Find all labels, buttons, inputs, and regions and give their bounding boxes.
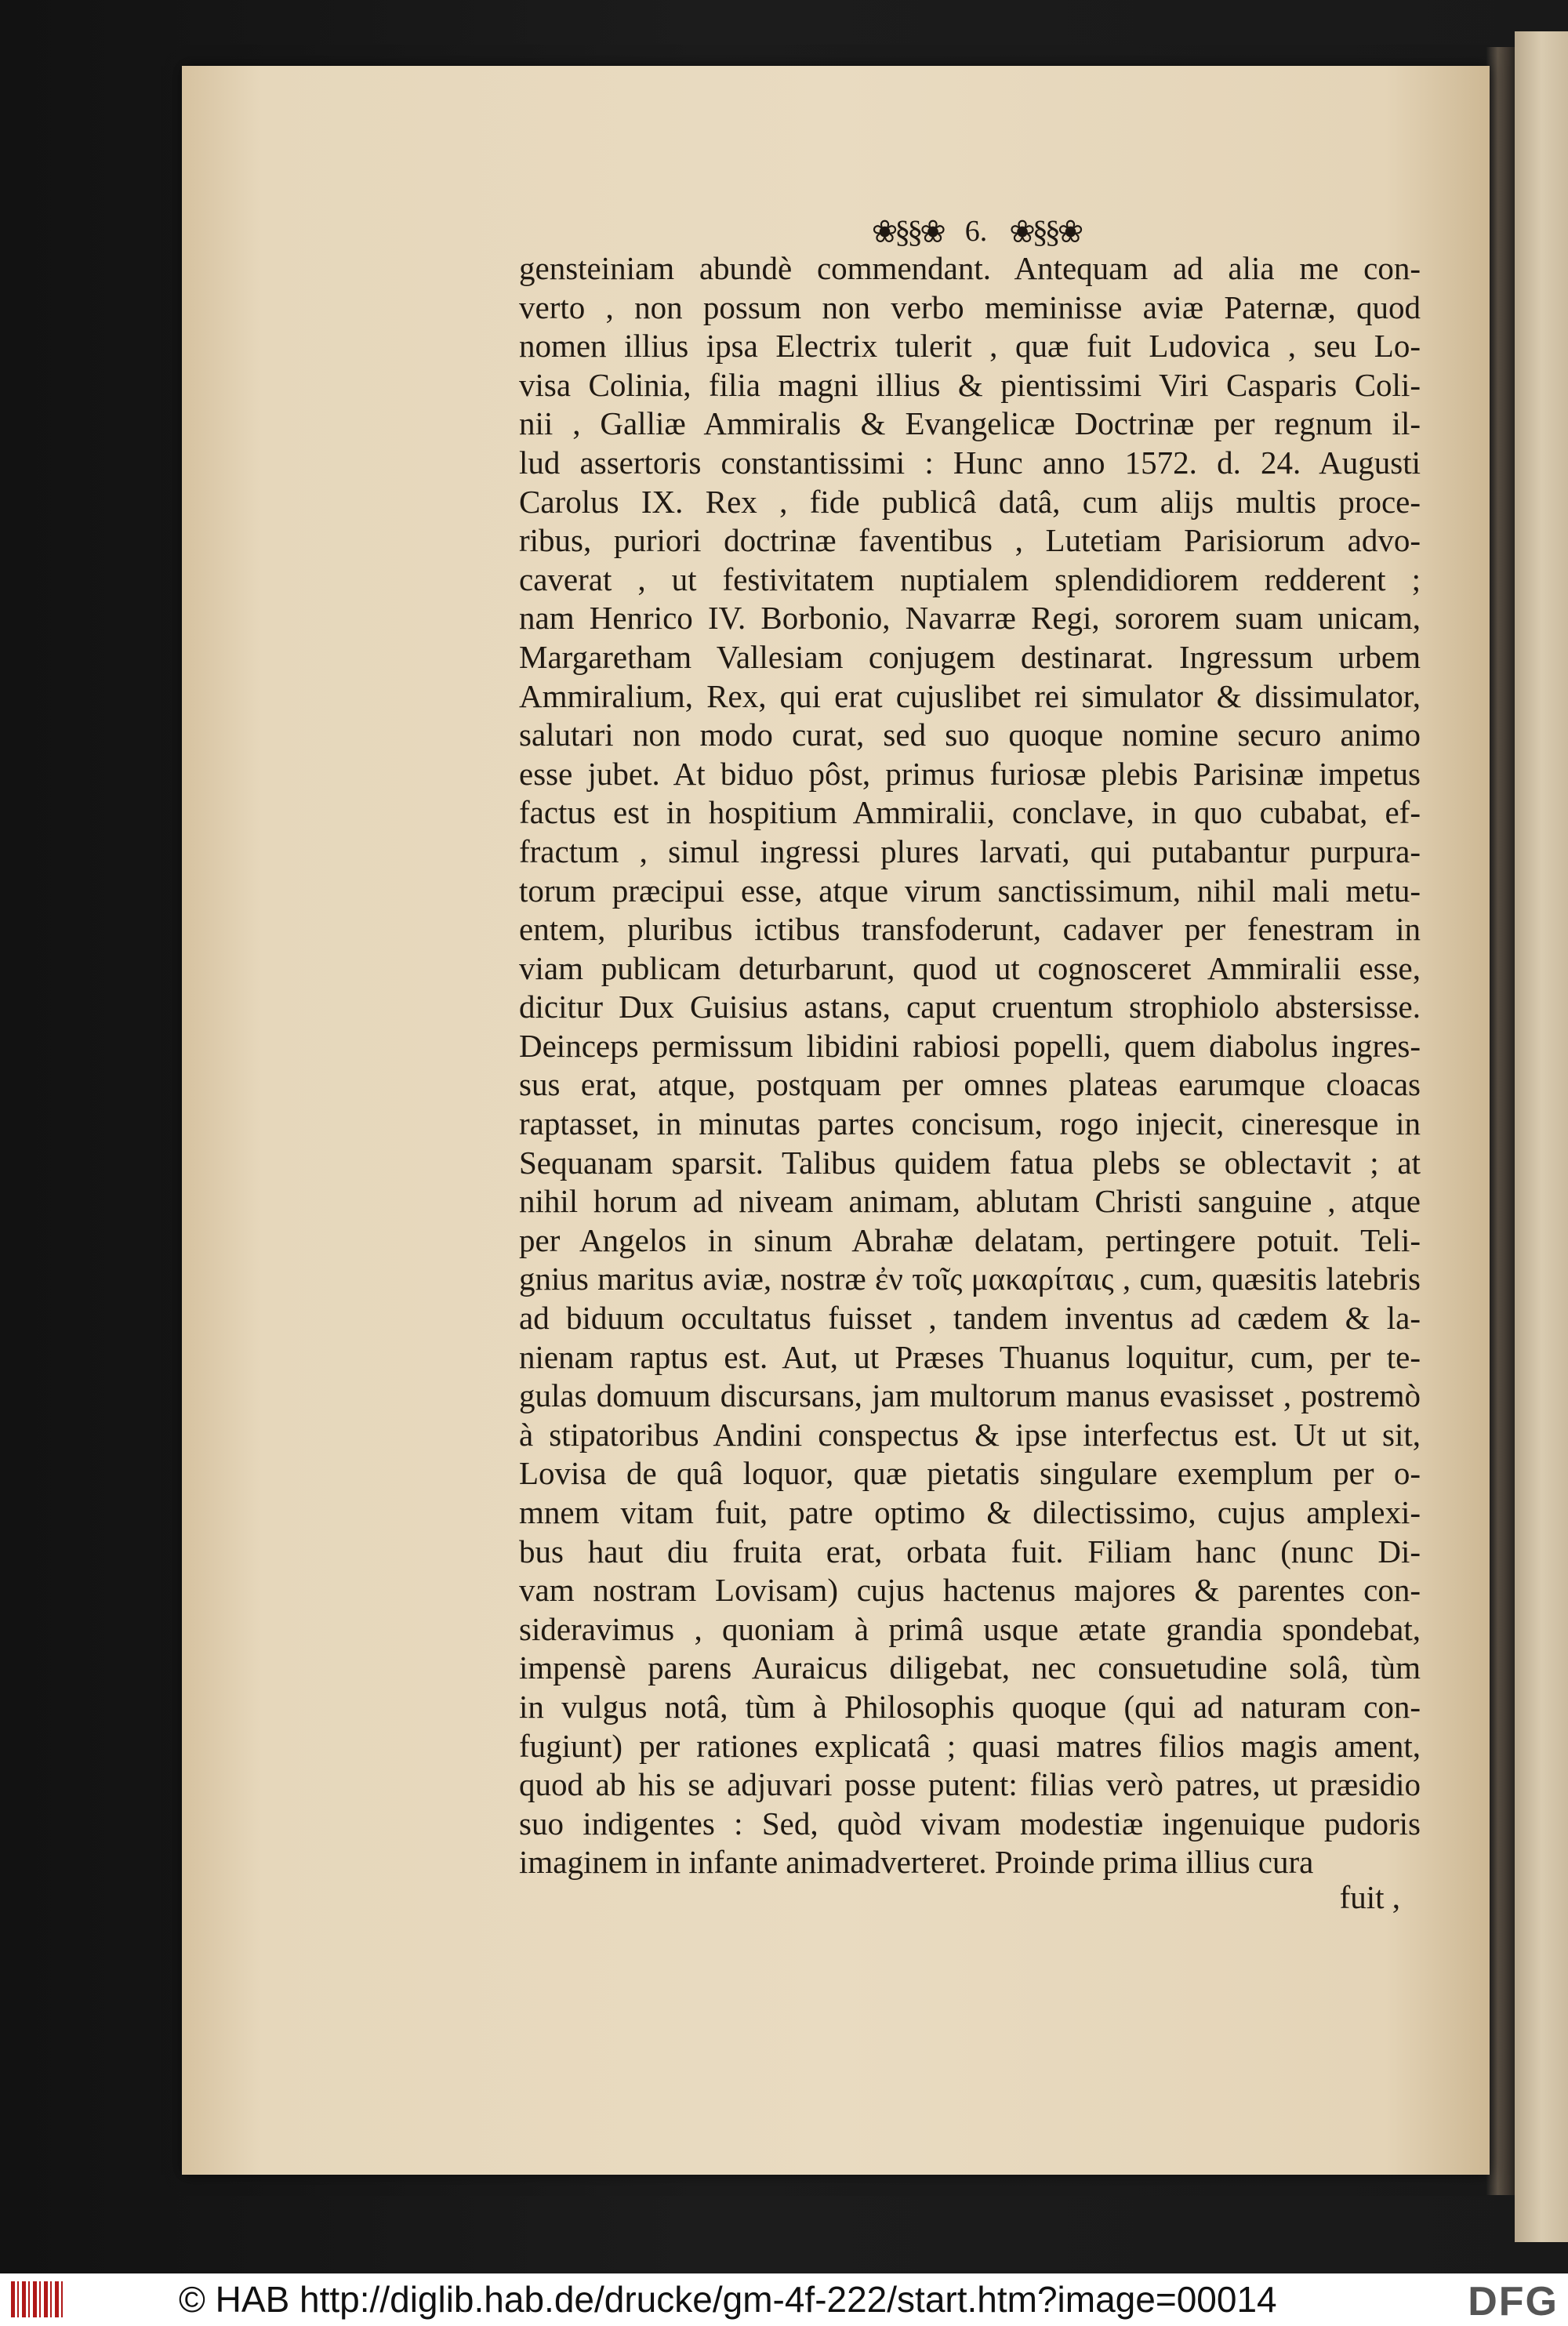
- text-line: gensteiniam abundè commendant. Antequam ad alia me con-: [519, 250, 1421, 286]
- text-line: per Angelos in sinum Abrahæ delatam, pertingere potuit. Teli-: [519, 1221, 1421, 1258]
- text-line: dicitur Dux Guisius astans, caput cruentum strophiolo abstersisse.: [519, 989, 1421, 1025]
- catchword: fuit ,: [1339, 1879, 1400, 1915]
- text-line: fugiunt) per rationes explicatâ ; quasi matres filios magis ament,: [519, 1727, 1421, 1764]
- page-gutter-shadow: [1486, 47, 1515, 2195]
- text-line: lud assertoris constantissimi : Hunc anno 1572. d. 24. Augusti: [519, 444, 1421, 481]
- text-line: gulas domuum discursans, jam multorum manus evasisset , postremò: [519, 1377, 1421, 1414]
- text-line: Lovisa de quâ loquor, quæ pietatis singulare exemplum per o-: [519, 1455, 1421, 1492]
- running-header: [843, 213, 1109, 249]
- text-line: Carolus IX. Rex , fide publicâ datâ, cum alijs multis proce-: [519, 483, 1421, 520]
- text-line: nam Henrico IV. Borbonio, Navarræ Regi, sororem suam unicam,: [519, 600, 1421, 637]
- text-line: Deinceps permissum libidini rabiosi popelli, quem diabolus ingres-: [519, 1027, 1421, 1064]
- text-line: esse jubet. At biduo pôst, primus furiosæ plebis Parisinæ impetus: [519, 755, 1421, 792]
- ornament-right-icon: ❀§§❀: [1009, 213, 1081, 249]
- page-number: 6.: [964, 215, 988, 248]
- text-line: sideravimus , quoniam à primâ usque ætate grandia spondebat,: [519, 1610, 1421, 1647]
- text-line: Ammiralium, Rex, qui erat cujuslibet rei simulator & dissimulator,: [519, 677, 1421, 714]
- text-line: vam nostram Lovisam) cujus hactenus majores & parentes con-: [519, 1572, 1421, 1609]
- text-line: ribus, puriori doctrinæ faventibus , Lutetiam Parisiorum advo-: [519, 522, 1421, 559]
- text-line: sus erat, atque, postquam per omnes plateas earumque cloacas: [519, 1066, 1421, 1103]
- adjacent-page-edge: [1515, 31, 1568, 2242]
- text-line: nii , Galliæ Ammiralis & Evangelicæ Doctrinæ per regnum il-: [519, 405, 1421, 442]
- hab-barcode-icon: [11, 2281, 63, 2317]
- text-line: entem, pluribus ictibus transfoderunt, cadaver per fenestram in: [519, 911, 1421, 948]
- text-line: verto , non possum non verbo meminisse aviæ Paternæ, quod: [519, 288, 1421, 325]
- copyright-url[interactable]: © HAB http://diglib.hab.de/drucke/gm-4f-222/start.htm?image=00014: [179, 2279, 1277, 2320]
- text-line: nihil horum ad niveam animam, ablutam Christi sanguine , atque: [519, 1183, 1421, 1220]
- text-line: quod ab his se adjuvari posse putent: filias verò patres, ut præsidio: [519, 1766, 1421, 1803]
- text-line: viam publicam deturbarunt, quod ut cognosceret Ammiralii esse,: [519, 949, 1421, 986]
- footer-bar: [0, 2273, 1568, 2326]
- text-line: salutari non modo curat, sed suo quoque nomine securo animo: [519, 717, 1421, 753]
- text-line: impensè parens Auraicus diligebat, nec consuetudine solâ, tùm: [519, 1649, 1421, 1686]
- text-line: torum præcipui esse, atque virum sanctissimum, nihil mali metu-: [519, 872, 1421, 909]
- text-line: visa Colinia, filia magni illius & pientissimi Viri Casparis Coli-: [519, 366, 1421, 403]
- text-line: Sequanam sparsit. Talibus quidem fatua plebs se oblectavit ; at: [519, 1144, 1421, 1181]
- text-line: gnius maritus aviæ, nostræ ἐν τοῖς μακαρίταις , cum, quæsitis latebris: [519, 1261, 1421, 1297]
- ornament-left-icon: ❀§§❀: [871, 213, 943, 249]
- text-line: imaginem in infante animadverteret. Proinde prima illius cura: [519, 1844, 1314, 1881]
- text-line: nienam raptus est. Aut, ut Præses Thuanus loquitur, cum, per te-: [519, 1338, 1421, 1375]
- text-line: mnem vitam fuit, patre optimo & dilectissimo, cujus amplexi-: [519, 1494, 1421, 1530]
- body-text: [519, 249, 1421, 1882]
- text-line: raptasset, in minutas partes concisum, rogo injecit, cineresque in: [519, 1105, 1421, 1142]
- dfg-logo: DFG: [1468, 2279, 1559, 2324]
- text-line: factus est in hospitium Ammiralii, conclave, in quo cubabat, ef-: [519, 794, 1421, 831]
- text-line: fractum , simul ingressi plures larvati, qui putabantur purpura-: [519, 833, 1421, 869]
- text-line: bus haut diu fruita erat, orbata fuit. Filiam hanc (nunc Di-: [519, 1533, 1421, 1569]
- text-line: nomen illius ipsa Electrix tulerit , quæ fuit Ludovica , seu Lo-: [519, 328, 1421, 365]
- text-line: in vulgus notâ, tùm à Philosophis quoque (qui ad naturam con-: [519, 1688, 1421, 1725]
- text-line: suo indigentes : Sed, quòd vivam modestiæ ingenuique pudoris: [519, 1805, 1421, 1842]
- text-line: caverat , ut festivitatem nuptialem splendidiorem redderent ;: [519, 561, 1421, 597]
- text-line: à stipatoribus Andini conspectus & ipse interfectus est. Ut ut sit,: [519, 1416, 1421, 1453]
- text-line: ad biduum occultatus fuisset , tandem inventus ad cædem & la-: [519, 1300, 1421, 1337]
- text-line: Margaretham Vallesiam conjugem destinarat. Ingressum urbem: [519, 638, 1421, 675]
